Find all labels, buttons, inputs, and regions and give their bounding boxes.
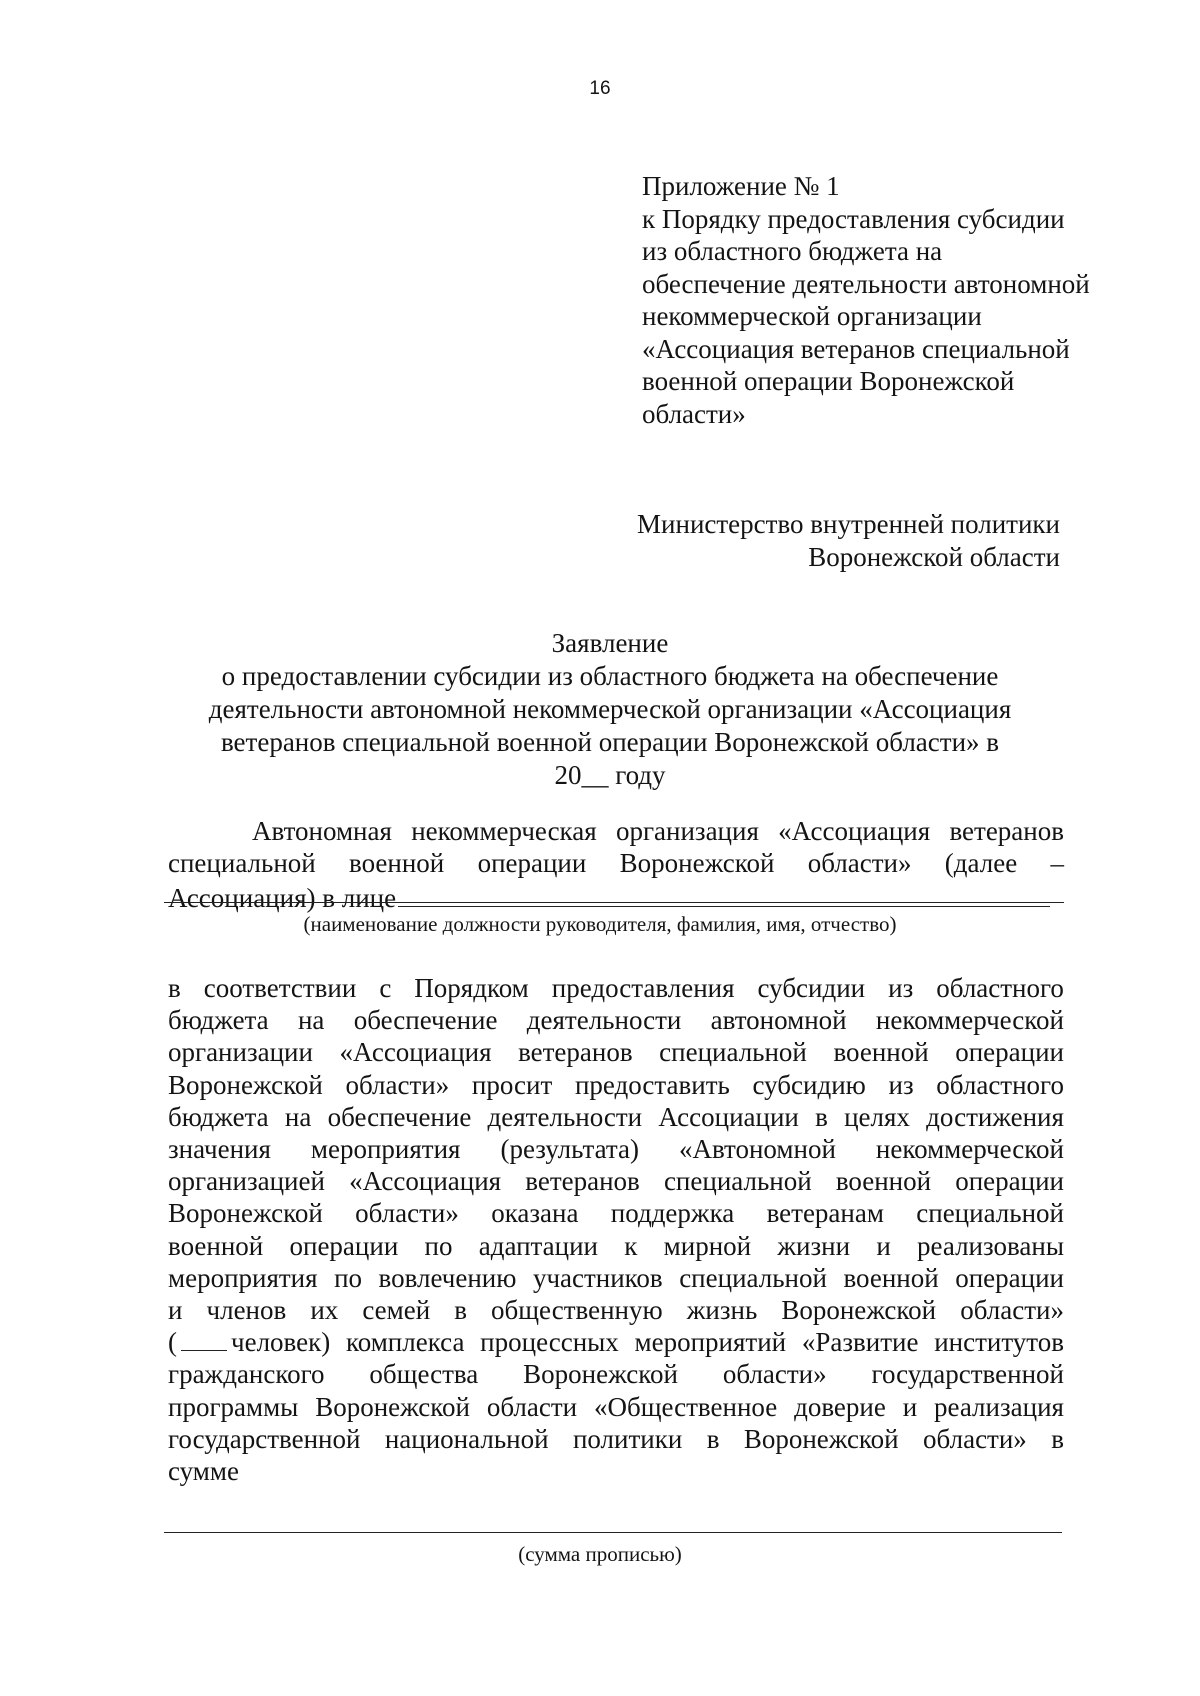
word: поддержка: [610, 1198, 735, 1229]
word: в: [706, 1423, 720, 1454]
word: государственной: [871, 1359, 1064, 1390]
appendix-line: обеспечение деятельности автономной: [642, 268, 1090, 299]
word: предоставить: [574, 1069, 730, 1100]
word: с: [379, 973, 392, 1003]
word: общества: [369, 1359, 479, 1390]
word: семей: [362, 1295, 431, 1326]
word: мирной: [663, 1230, 752, 1261]
body-line: [168, 1133, 1064, 1165]
word: и: [876, 1230, 891, 1261]
page-number: 16: [589, 78, 611, 99]
word: области»: [355, 1198, 459, 1229]
appendix-line: Приложение № 1: [642, 171, 840, 201]
title-line: 20__ году: [554, 760, 666, 790]
title-subheading: [160, 660, 1060, 792]
body-line: [168, 1423, 1064, 1455]
word: политики: [572, 1423, 683, 1454]
appendix-line: военной операции Воронежской: [642, 366, 1015, 396]
word: области»: [722, 1359, 827, 1390]
appendix-line: области»: [642, 398, 746, 429]
word: жизнь: [686, 1295, 758, 1326]
word: и: [168, 1295, 183, 1326]
word: субсидии: [757, 973, 866, 1003]
appendix-line: из областного бюджета на: [642, 236, 943, 266]
word: «Ассоциация: [349, 1166, 502, 1197]
word: на: [284, 1101, 312, 1132]
word: области»: [345, 1069, 450, 1100]
word: оказана: [491, 1198, 579, 1229]
word: Воронежской: [315, 1391, 470, 1422]
word: областного: [936, 973, 1064, 1003]
word: военной: [168, 1230, 264, 1261]
word: операции: [955, 1262, 1064, 1293]
word: обеспечение: [353, 1005, 498, 1036]
word: Воронежской: [523, 1359, 678, 1390]
word: ветеранов: [949, 816, 1064, 846]
word: целях: [844, 1101, 910, 1132]
word: предоставления: [551, 973, 735, 1003]
sum-rule: [164, 1532, 1062, 1533]
word: общественную: [491, 1295, 663, 1326]
appendix-block: [642, 170, 1162, 430]
word: процессных: [480, 1327, 619, 1358]
document-heading: Заявление: [551, 628, 669, 658]
intro-paragraph: [168, 815, 1064, 914]
body-line: [168, 1069, 1064, 1101]
word: «Ассоциация: [778, 816, 931, 846]
word: специальной: [663, 1166, 812, 1197]
people-count-blank: [181, 1326, 227, 1351]
body-line-last: сумме: [168, 1456, 239, 1487]
word: мероприятия: [310, 1134, 461, 1165]
word: специальной: [679, 1262, 827, 1293]
word: ветеранам: [766, 1198, 884, 1229]
word: ветеранов: [525, 1166, 640, 1197]
word: программы: [168, 1391, 299, 1422]
word: адаптации: [478, 1230, 599, 1261]
word: человек): [231, 1327, 331, 1358]
word: операции: [477, 848, 587, 878]
word: (далее: [944, 848, 1018, 878]
word: реализованы: [917, 1230, 1064, 1261]
intro-line-1: [168, 815, 1064, 847]
word: (результата): [500, 1134, 639, 1165]
word: бюджета: [168, 1101, 269, 1132]
appendix-line: к Порядку предоставления субсидии: [642, 203, 1065, 234]
word: (: [168, 1327, 177, 1358]
word: области»: [807, 848, 912, 878]
word: областного: [936, 1069, 1064, 1100]
body-line: [168, 1326, 1064, 1358]
body-line: [168, 1165, 1064, 1197]
word: операции: [955, 1037, 1064, 1068]
body-line: [168, 1004, 1064, 1036]
word: некоммерческой: [875, 1005, 1064, 1036]
word: в: [1051, 1423, 1064, 1454]
word: специальной: [168, 848, 316, 878]
word: достижения: [926, 1101, 1064, 1132]
word: соответствии: [203, 973, 357, 1003]
word: государственной: [168, 1423, 361, 1454]
body-paragraph: [168, 972, 1064, 1487]
word: ветеранов: [518, 1037, 633, 1068]
addressee-line: Воронежской области: [808, 542, 1060, 572]
word: обеспечение: [327, 1101, 472, 1132]
word: Автономная: [252, 816, 392, 846]
word: по: [424, 1230, 453, 1261]
body-line: [168, 1036, 1064, 1068]
word: субсидию: [752, 1069, 866, 1100]
word: «Ассоциация: [339, 1037, 492, 1068]
head-name-rule: [164, 902, 1064, 903]
body-line: [168, 1391, 1064, 1423]
word: из: [888, 973, 914, 1003]
word: в: [454, 1295, 467, 1326]
word: Воронежской: [619, 848, 775, 878]
word: Ассоциации: [658, 1101, 799, 1132]
word: организацией: [168, 1166, 325, 1197]
word: организации: [168, 1037, 313, 1068]
title-line: деятельности автономной некоммерческой организации «Ассоциация: [208, 694, 1012, 724]
word: национальной: [384, 1423, 549, 1454]
word: Воронежской: [743, 1423, 899, 1454]
word: гражданского: [168, 1359, 325, 1390]
appendix-line: некоммерческой организации: [642, 301, 982, 331]
word: специальной: [916, 1198, 1064, 1229]
word: бюджета: [168, 1005, 269, 1036]
body-line: [168, 972, 1064, 1004]
word: жизни: [777, 1230, 851, 1261]
body-line: [168, 1197, 1064, 1229]
word: деятельности: [487, 1101, 643, 1132]
word: специальной: [659, 1037, 807, 1068]
word: вовлечению: [378, 1262, 517, 1293]
word: доверие: [794, 1391, 886, 1422]
appendix-line: «Ассоциация ветеранов специальной: [642, 333, 1070, 364]
word: «Автономной: [678, 1134, 836, 1165]
body-line: [168, 1262, 1064, 1294]
body-line: [168, 1101, 1064, 1133]
word: Порядком: [414, 973, 529, 1003]
word: реализация: [934, 1391, 1064, 1422]
word: и: [902, 1391, 918, 1422]
word: Воронежской: [168, 1198, 323, 1229]
word: «Общественное: [593, 1391, 778, 1422]
body-line: [168, 1294, 1064, 1326]
word: значения: [168, 1134, 271, 1165]
word: военной: [835, 1166, 932, 1197]
people-count: [168, 1326, 330, 1358]
intro-line-3: [168, 879, 1064, 914]
word: мероприятий: [634, 1327, 787, 1358]
word: в: [815, 1101, 828, 1132]
word: по: [334, 1262, 363, 1293]
word: деятельности: [526, 1005, 682, 1036]
word: организация: [615, 816, 759, 846]
word: Воронежской: [168, 1069, 323, 1100]
title-line: о предоставлении субсидии из областного бюджета на обеспечение: [221, 661, 999, 691]
word: военной: [833, 1037, 929, 1068]
word: области»: [960, 1295, 1064, 1326]
addressee-block: [560, 508, 1060, 574]
word: –: [1050, 848, 1064, 878]
head-name-hint: (наименование должности руководителя, фамилия, имя, отчество): [303, 912, 897, 936]
word: некоммерческой: [875, 1134, 1064, 1165]
word: операции: [955, 1166, 1064, 1197]
word: участников: [532, 1262, 663, 1293]
intro-line-2: [168, 847, 1064, 879]
word: к: [624, 1230, 638, 1261]
word: на: [297, 1005, 325, 1036]
intro-prefix: Ассоциация) в лице: [168, 883, 397, 913]
word: членов: [206, 1295, 287, 1326]
word: некоммерческая: [411, 816, 597, 846]
title-line: ветеранов специальной военной операции Воронежской области» в: [220, 727, 1000, 757]
word: институтов: [934, 1327, 1064, 1358]
body-line: [168, 1230, 1064, 1262]
title-block: [160, 627, 1060, 792]
word: военной: [843, 1262, 939, 1293]
addressee-line: Министерство внутренней политики: [637, 509, 1060, 539]
word: мероприятия: [168, 1262, 318, 1293]
word: «Развитие: [801, 1327, 919, 1358]
word: в: [168, 973, 181, 1003]
word: военной: [349, 848, 445, 878]
word: операции: [289, 1230, 399, 1261]
body-line: [168, 1358, 1064, 1390]
word: области: [486, 1391, 578, 1422]
word: комплекса: [345, 1327, 465, 1358]
word: просит: [471, 1069, 553, 1100]
word: из: [888, 1069, 914, 1100]
word: их: [310, 1295, 339, 1326]
word: автономной: [710, 1005, 847, 1036]
sum-hint: (сумма прописью): [518, 1542, 682, 1566]
word: Воронежской: [781, 1295, 937, 1326]
word: области»: [923, 1423, 1027, 1454]
